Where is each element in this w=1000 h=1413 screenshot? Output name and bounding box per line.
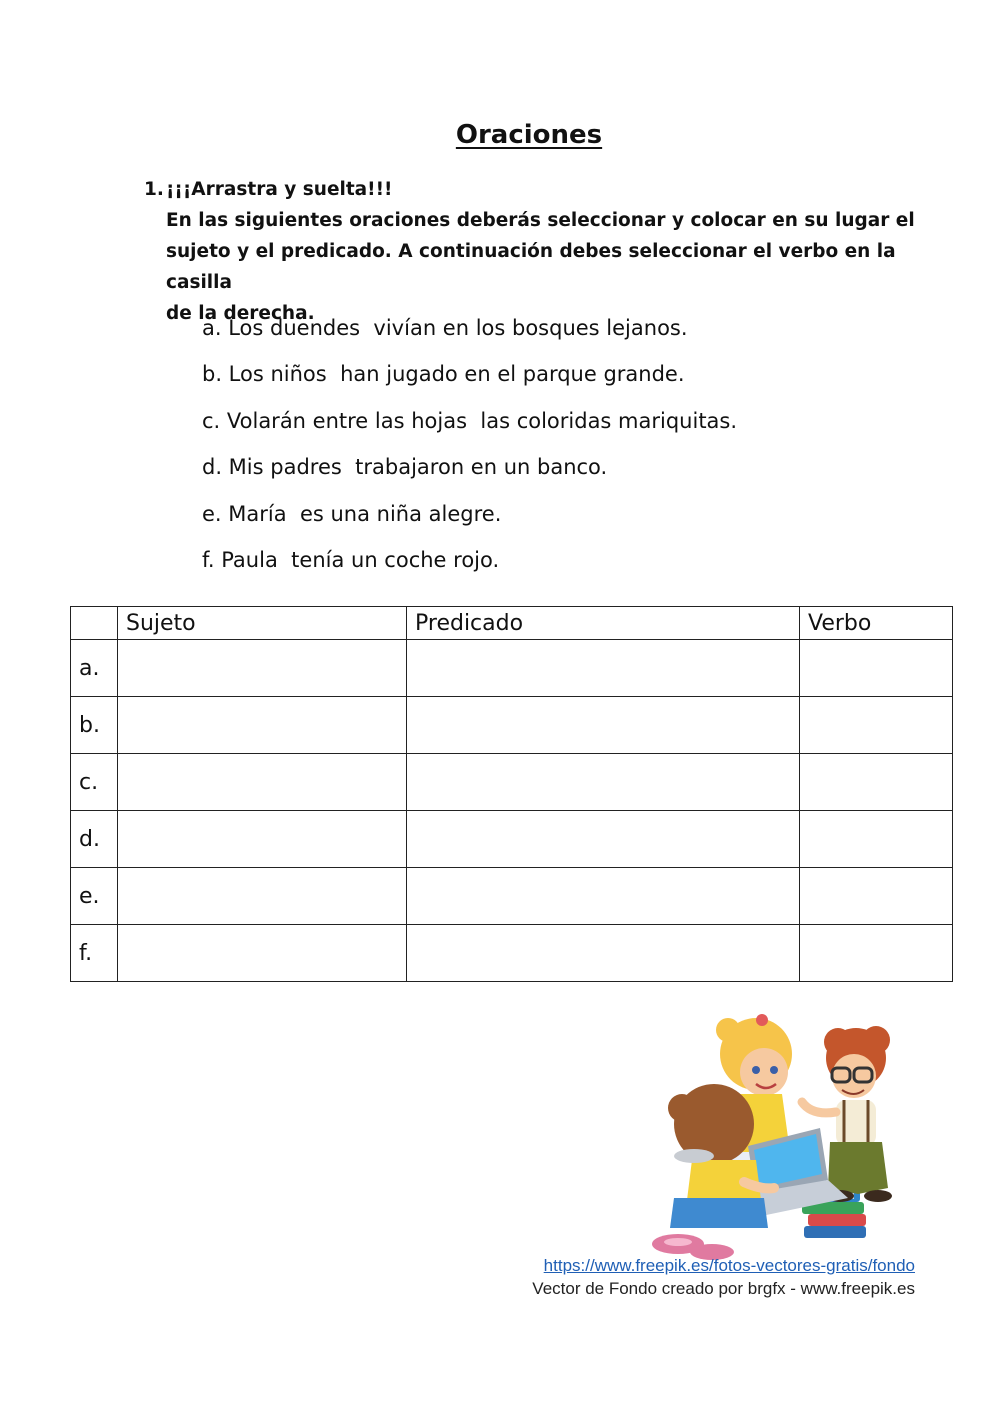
sujeto-drop-cell[interactable] (118, 697, 407, 754)
sujeto-drop-cell[interactable] (118, 754, 407, 811)
freepik-link[interactable]: https://www.freepik.es/fotos-vectores-gratis/fondo (543, 1256, 915, 1275)
verbo-drop-cell[interactable] (800, 697, 953, 754)
exercise-heading (144, 174, 934, 205)
exercise-number: 1. (144, 179, 164, 200)
exercise-heading-text: ¡¡¡Arrastra y suelta!!! (166, 179, 393, 200)
sentence-a: a. Los duendes vivían en los bosques lejanos. (202, 316, 688, 340)
verbo-drop-cell[interactable] (800, 925, 953, 982)
table-row (71, 697, 953, 754)
header-sujeto: Sujeto (118, 607, 407, 640)
answer-table (70, 606, 953, 982)
image-credit: Vector de Fondo creado por brgfx - www.freepik.es (532, 1279, 915, 1298)
instruction-line: En las siguientes oraciones deberás seleccionar y colocar en su lugar el (166, 210, 915, 231)
sentence-f: f. Paula tenía un coche rojo. (202, 548, 500, 573)
sujeto-drop-cell[interactable] (118, 868, 407, 925)
header-predicado: Predicado (407, 607, 800, 640)
predicado-drop-cell[interactable] (407, 925, 800, 982)
sujeto-drop-cell[interactable] (118, 925, 407, 982)
row-label: a. (71, 640, 118, 697)
predicado-drop-cell[interactable] (407, 640, 800, 697)
instruction-line: sujeto y el predicado. A continuación debes seleccionar el verbo en la casilla (166, 241, 896, 293)
verbo-drop-cell[interactable] (800, 754, 953, 811)
row-label: b. (71, 697, 118, 754)
table-row (71, 811, 953, 868)
table-row (71, 868, 953, 925)
sentence-list (202, 305, 737, 583)
header-verbo: Verbo (800, 607, 953, 640)
predicado-drop-cell[interactable] (407, 811, 800, 868)
predicado-drop-cell[interactable] (407, 754, 800, 811)
verbo-drop-cell[interactable] (800, 811, 953, 868)
sentence-e: e. María es una niña alegre. (202, 501, 502, 526)
predicado-drop-cell[interactable] (407, 868, 800, 925)
sentence-d: d. Mis padres trabajaron en un banco. (202, 455, 608, 480)
header-blank (71, 607, 118, 640)
row-label: e. (71, 868, 118, 925)
row-label: f. (71, 925, 118, 982)
page-title: Oraciones (455, 120, 603, 150)
sentence-b: b. Los niños han jugado en el parque grande. (202, 362, 685, 387)
table-header-row (71, 607, 953, 640)
table-row (71, 925, 953, 982)
instruction-line: de la derecha. (166, 303, 315, 324)
sujeto-drop-cell[interactable] (118, 811, 407, 868)
table-row (71, 640, 953, 697)
sentence-c: c. Volarán entre las hojas las coloridas mariquitas. (202, 408, 738, 433)
children-with-laptop-illustration (652, 1012, 912, 1260)
row-label: c. (71, 754, 118, 811)
predicado-drop-cell[interactable] (407, 697, 800, 754)
table-row (71, 754, 953, 811)
verbo-drop-cell[interactable] (800, 868, 953, 925)
row-label: d. (71, 811, 118, 868)
sujeto-drop-cell[interactable] (118, 640, 407, 697)
verbo-drop-cell[interactable] (800, 640, 953, 697)
